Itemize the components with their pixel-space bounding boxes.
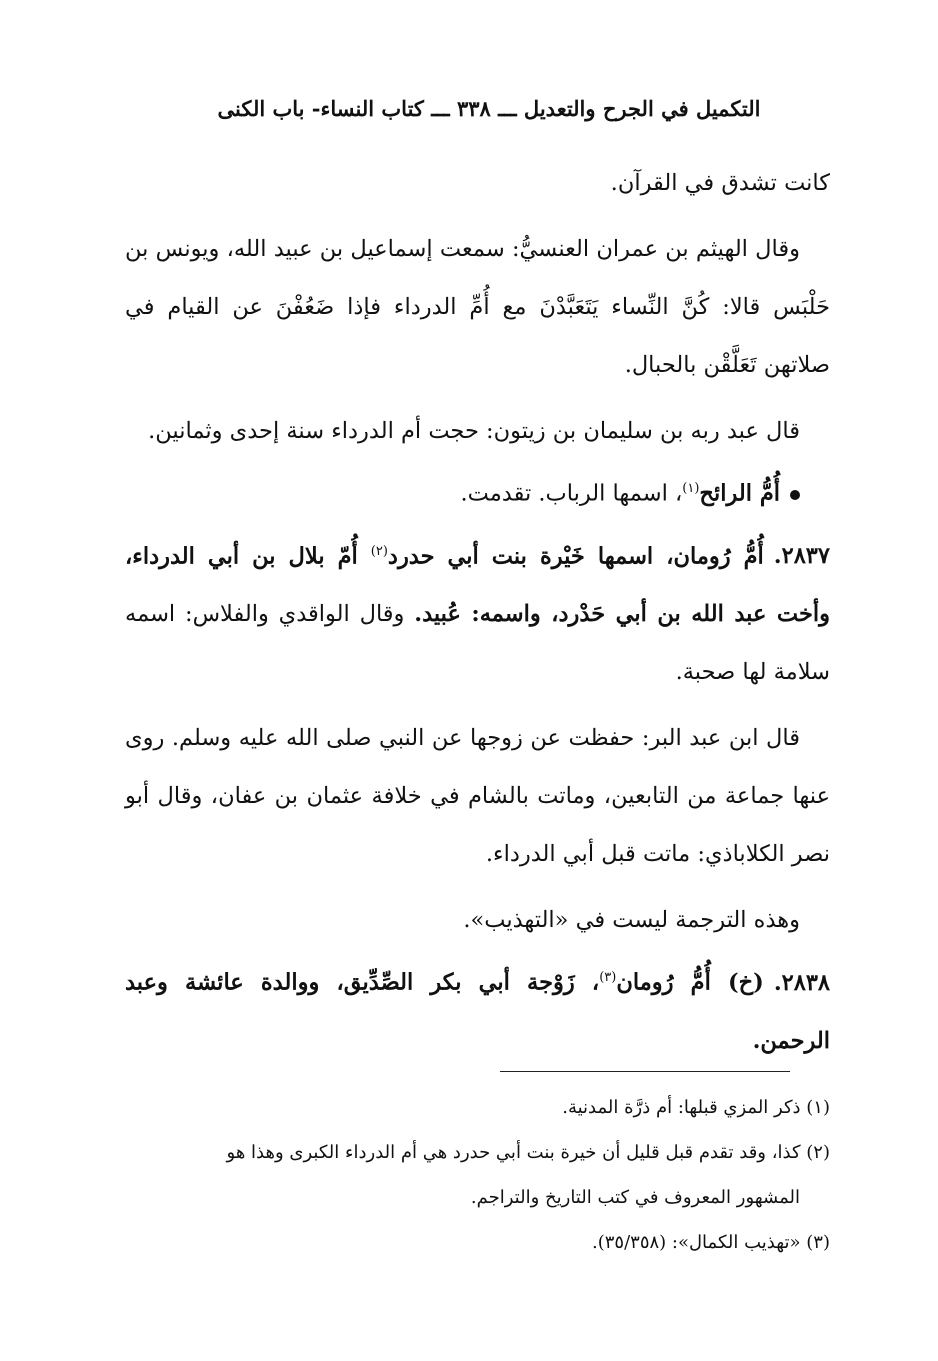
entry-title: (خ) أُمُّ رُومان [616, 969, 764, 996]
footnote-ref-1: (١) [682, 481, 700, 496]
entry-number: ٢٨٣٧. [773, 543, 830, 569]
paragraph-1: كانت تشدق في القرآن. [610, 170, 830, 196]
footnote-2-cont: المشهور المعروف في كتب التاريخ والتراجم. [470, 1187, 800, 1208]
footnote-3: (٣) «تهذيب الكمال»: (٣٥/٣٥٨). [592, 1232, 830, 1253]
paragraph-5: قال ابن عبد البر: حفظت عن زوجها عن النبي صلى الله عليه وسلم. روى عنها جماعة من التابعين، وماتت بالشام في خلافة عثمان بن عفان، وقال أبو نصر الكلاباذي: ماتت قبل أبي الدرداء. [125, 725, 830, 867]
footnote-ref-3: (٣) [599, 970, 617, 985]
entry-title-cont: أُمّ بلال بن أبي الدرداء، وأخت عبد الله بن أبي حَدْرد، واسمه: عُبيد. [125, 543, 830, 627]
main-text [125, 154, 830, 1070]
footnote-2: (٢) كذا، وقد تقدم قبل قليل أن خيرة بنت أبي حدرد هي أم الدرداء الكبرى وهذا هو [226, 1142, 830, 1163]
entry-2838 [125, 949, 830, 1070]
bullet-icon [790, 490, 800, 500]
footnotes [125, 1085, 830, 1265]
footnote-1: (١) ذكر المزي قبلها: أم ذرَّة المدنية. [562, 1097, 830, 1118]
entry-number: ٢٨٣٨. [773, 969, 830, 996]
paragraph-3: قال عبد ربه بن سليمان بن زيتون: حجت أم الدرداء سنة إحدى وثمانين. [148, 418, 800, 444]
footnote-ref-2: (٢) [370, 543, 388, 559]
paragraph-6: وهذه الترجمة ليست في «التهذيب». [463, 907, 800, 933]
bullet-entry [125, 460, 830, 523]
header-text: التكميل في الجرح والتعديل ـــ ٣٣٨ ـــ كتاب النساء- باب الكنى [217, 96, 761, 121]
footnote-divider [500, 1071, 790, 1072]
bullet-name: أُمُّ الرائح [699, 480, 780, 507]
paragraph-2: وقال الهيثم بن عمران العنسيُّ: سمعت إسماعيل بن عبيد الله، ويونس بن حَلْبَس قالا: كُنَّ النِّساء يَتَعَبَّدْنَ مع أُمِّ الدرداء فإذا ضَعُفْنَ عن القيام في صلاتهن تَعَلَّقْن بالحبال. [125, 236, 830, 378]
entry-title-cont: ، زَوْجة أبي بكر الصِّدِّيق، ووالدة عائشة وعبد الرحمن. [125, 969, 830, 1054]
entry-text: وقال الواقدي والفلاس: اسمه سلامة لها صحبة. [125, 601, 830, 685]
bullet-rest: ، اسمها الرباب. تقدمت. [460, 480, 683, 507]
entry-title: أُمُّ رُومان، اسمها خَيْرة بنت أبي حدرد [387, 543, 764, 569]
running-header [180, 96, 798, 121]
entry-2837 [125, 523, 830, 702]
